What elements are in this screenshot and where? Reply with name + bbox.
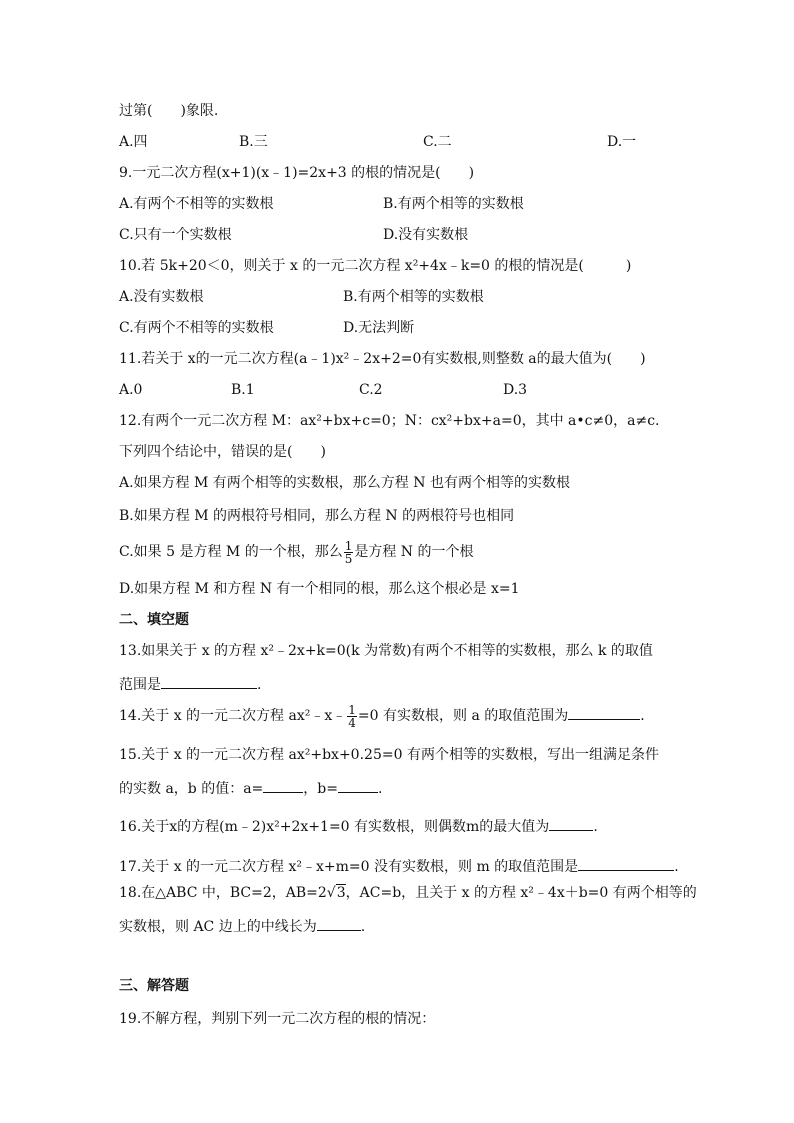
q9-stem: 9.一元二次方程(x+1)(x﹣1)=2x+3 的根的情况是( ): [119, 165, 475, 181]
answer-blank-b[interactable]: [338, 778, 378, 793]
q10-option-b: B.有两个相等的实数根: [343, 289, 484, 305]
q11-option-a: A.0: [119, 382, 143, 398]
q17-pre: 17.关于 x 的一元二次方程 x²﹣x+m=0 没有实数根，则 m 的取值范围是: [119, 859, 579, 875]
q16-stem: [119, 816, 598, 836]
q16-pre: 16.关于x的方程(m﹣2)x²+2x+1=0 有实数根，则偶数m的最大值为: [119, 819, 550, 835]
q10-option-d: D.无法判断: [343, 320, 415, 336]
q8-tail: 过第( )象限.: [119, 103, 219, 119]
q18-line1-post: ，AC=b，且关于 x 的方程 x²﹣4x＋b=0 有两个相等的: [345, 885, 697, 901]
answer-blank-a[interactable]: [263, 778, 303, 793]
q10-option-c: C.有两个不相等的实数根: [119, 320, 274, 336]
q18-line1-pre: 18.在△ABC 中，BC=2，AB=2: [119, 885, 327, 901]
q16-post: .: [593, 819, 598, 835]
radicand: 3: [336, 885, 346, 901]
q10-option-a: A.没有实数根: [119, 289, 204, 305]
q12-option-c: [119, 536, 474, 568]
q19-stem: 19.不解方程，判别下列一元二次方程的根的情况：: [119, 1011, 436, 1027]
q9-option-b: B.有两个相等的实数根: [383, 196, 524, 212]
q8-option-c: C.二: [423, 134, 452, 150]
q14-mid: =0 有实数根，则 a 的取值范围为: [357, 708, 569, 724]
fraction-numerator: 1: [348, 702, 356, 717]
q8-option-a: A.四: [119, 134, 148, 150]
q13-line2-post: .: [257, 677, 262, 693]
q10-stem: 10.若 5k+20＜0，则关于 x 的一元二次方程 x²+4x﹣k=0 的根的情况是( ): [119, 258, 632, 274]
q17-stem: [119, 856, 679, 876]
q15-line2-a: 的实数 a，b 的值：a=: [119, 781, 264, 797]
q12-stem-line2: 下列四个结论中，错误的是( ): [119, 444, 326, 460]
answer-blank[interactable]: [549, 816, 593, 831]
q13-stem-line2: [119, 674, 261, 694]
answer-blank[interactable]: [317, 916, 361, 931]
fraction-one-quarter: [347, 704, 357, 729]
q11-option-b: B.1: [231, 382, 255, 398]
q9-option-c: C.只有一个实数根: [119, 227, 232, 243]
fraction-denominator: 4: [348, 715, 356, 730]
q18-line2-post: .: [360, 919, 366, 935]
q12-option-c-post: 是方程 N 的一个根: [354, 544, 474, 560]
q12-option-d: D.如果方程 M 和方程 N 有一个相同的根，那么这个根必是 x=1: [119, 581, 520, 597]
fraction-denominator: 5: [344, 551, 353, 566]
q18-stem-line2: [119, 916, 365, 936]
q15-line2-b: ，b=: [303, 781, 338, 797]
section-solve-heading: 三、解答题: [119, 978, 189, 994]
q11-option-c: C.2: [359, 382, 383, 398]
q12-option-a: A.如果方程 M 有两个相等的实数根，那么方程 N 也有两个相等的实数根: [119, 475, 570, 491]
q15-stem-line1: 15.关于 x 的一元二次方程 ax²+bx+0.25=0 有两个相等的实数根，写出一组满足条件: [119, 747, 659, 763]
radical-sign: √: [326, 885, 336, 901]
answer-blank[interactable]: [578, 856, 674, 871]
q13-line2-pre: 范围是: [119, 677, 161, 693]
q14-stem: [119, 700, 645, 732]
answer-blank[interactable]: [568, 705, 640, 720]
fraction-one-fifth: [344, 540, 354, 565]
q8-option-d: D.一: [607, 134, 637, 150]
q11-stem: 11.若关于 x的一元二次方程(a﹣1)x²﹣2x+2=0有实数根,则整数 a的最大值为( ): [119, 351, 646, 367]
q9-option-a: A.有两个不相等的实数根: [119, 196, 274, 212]
q15-stem-line2: [119, 778, 382, 798]
q14-pre: 14.关于 x 的一元二次方程 ax²﹣x﹣: [119, 708, 347, 724]
fraction-numerator: 1: [344, 538, 353, 553]
q8-option-b: B.三: [239, 134, 268, 150]
q12-option-b: B.如果方程 M 的两根符号相同，那么方程 N 的两根符号也相同: [119, 508, 515, 524]
q12-stem-line1: 12.有两个一元二次方程 M：ax²+bx+c=0；N：cx²+bx+a=0，其中 a•c≠0，a≠c.: [119, 413, 660, 429]
q9-option-d: D.没有实数根: [383, 227, 469, 243]
q14-post: .: [640, 708, 645, 724]
q11-option-d: D.3: [503, 382, 528, 398]
q17-post: .: [674, 859, 679, 875]
q12-option-c-pre: C.如果 5 是方程 M 的一个根，那么: [119, 544, 343, 560]
q18-line2-pre: 实数根，则 AC 边上的中线长为: [119, 919, 317, 935]
section-fill-in-heading: 二、填空题: [119, 612, 189, 628]
q13-stem-line1: 13.如果关于 x 的方程 x²﹣2x+k=0(k 为常数)有两个不相等的实数根，那么 k 的取值: [119, 643, 653, 659]
q15-line2-end: .: [378, 781, 383, 797]
square-root: [327, 884, 346, 902]
q18-stem-line1: [119, 884, 697, 902]
answer-blank[interactable]: [161, 674, 257, 689]
